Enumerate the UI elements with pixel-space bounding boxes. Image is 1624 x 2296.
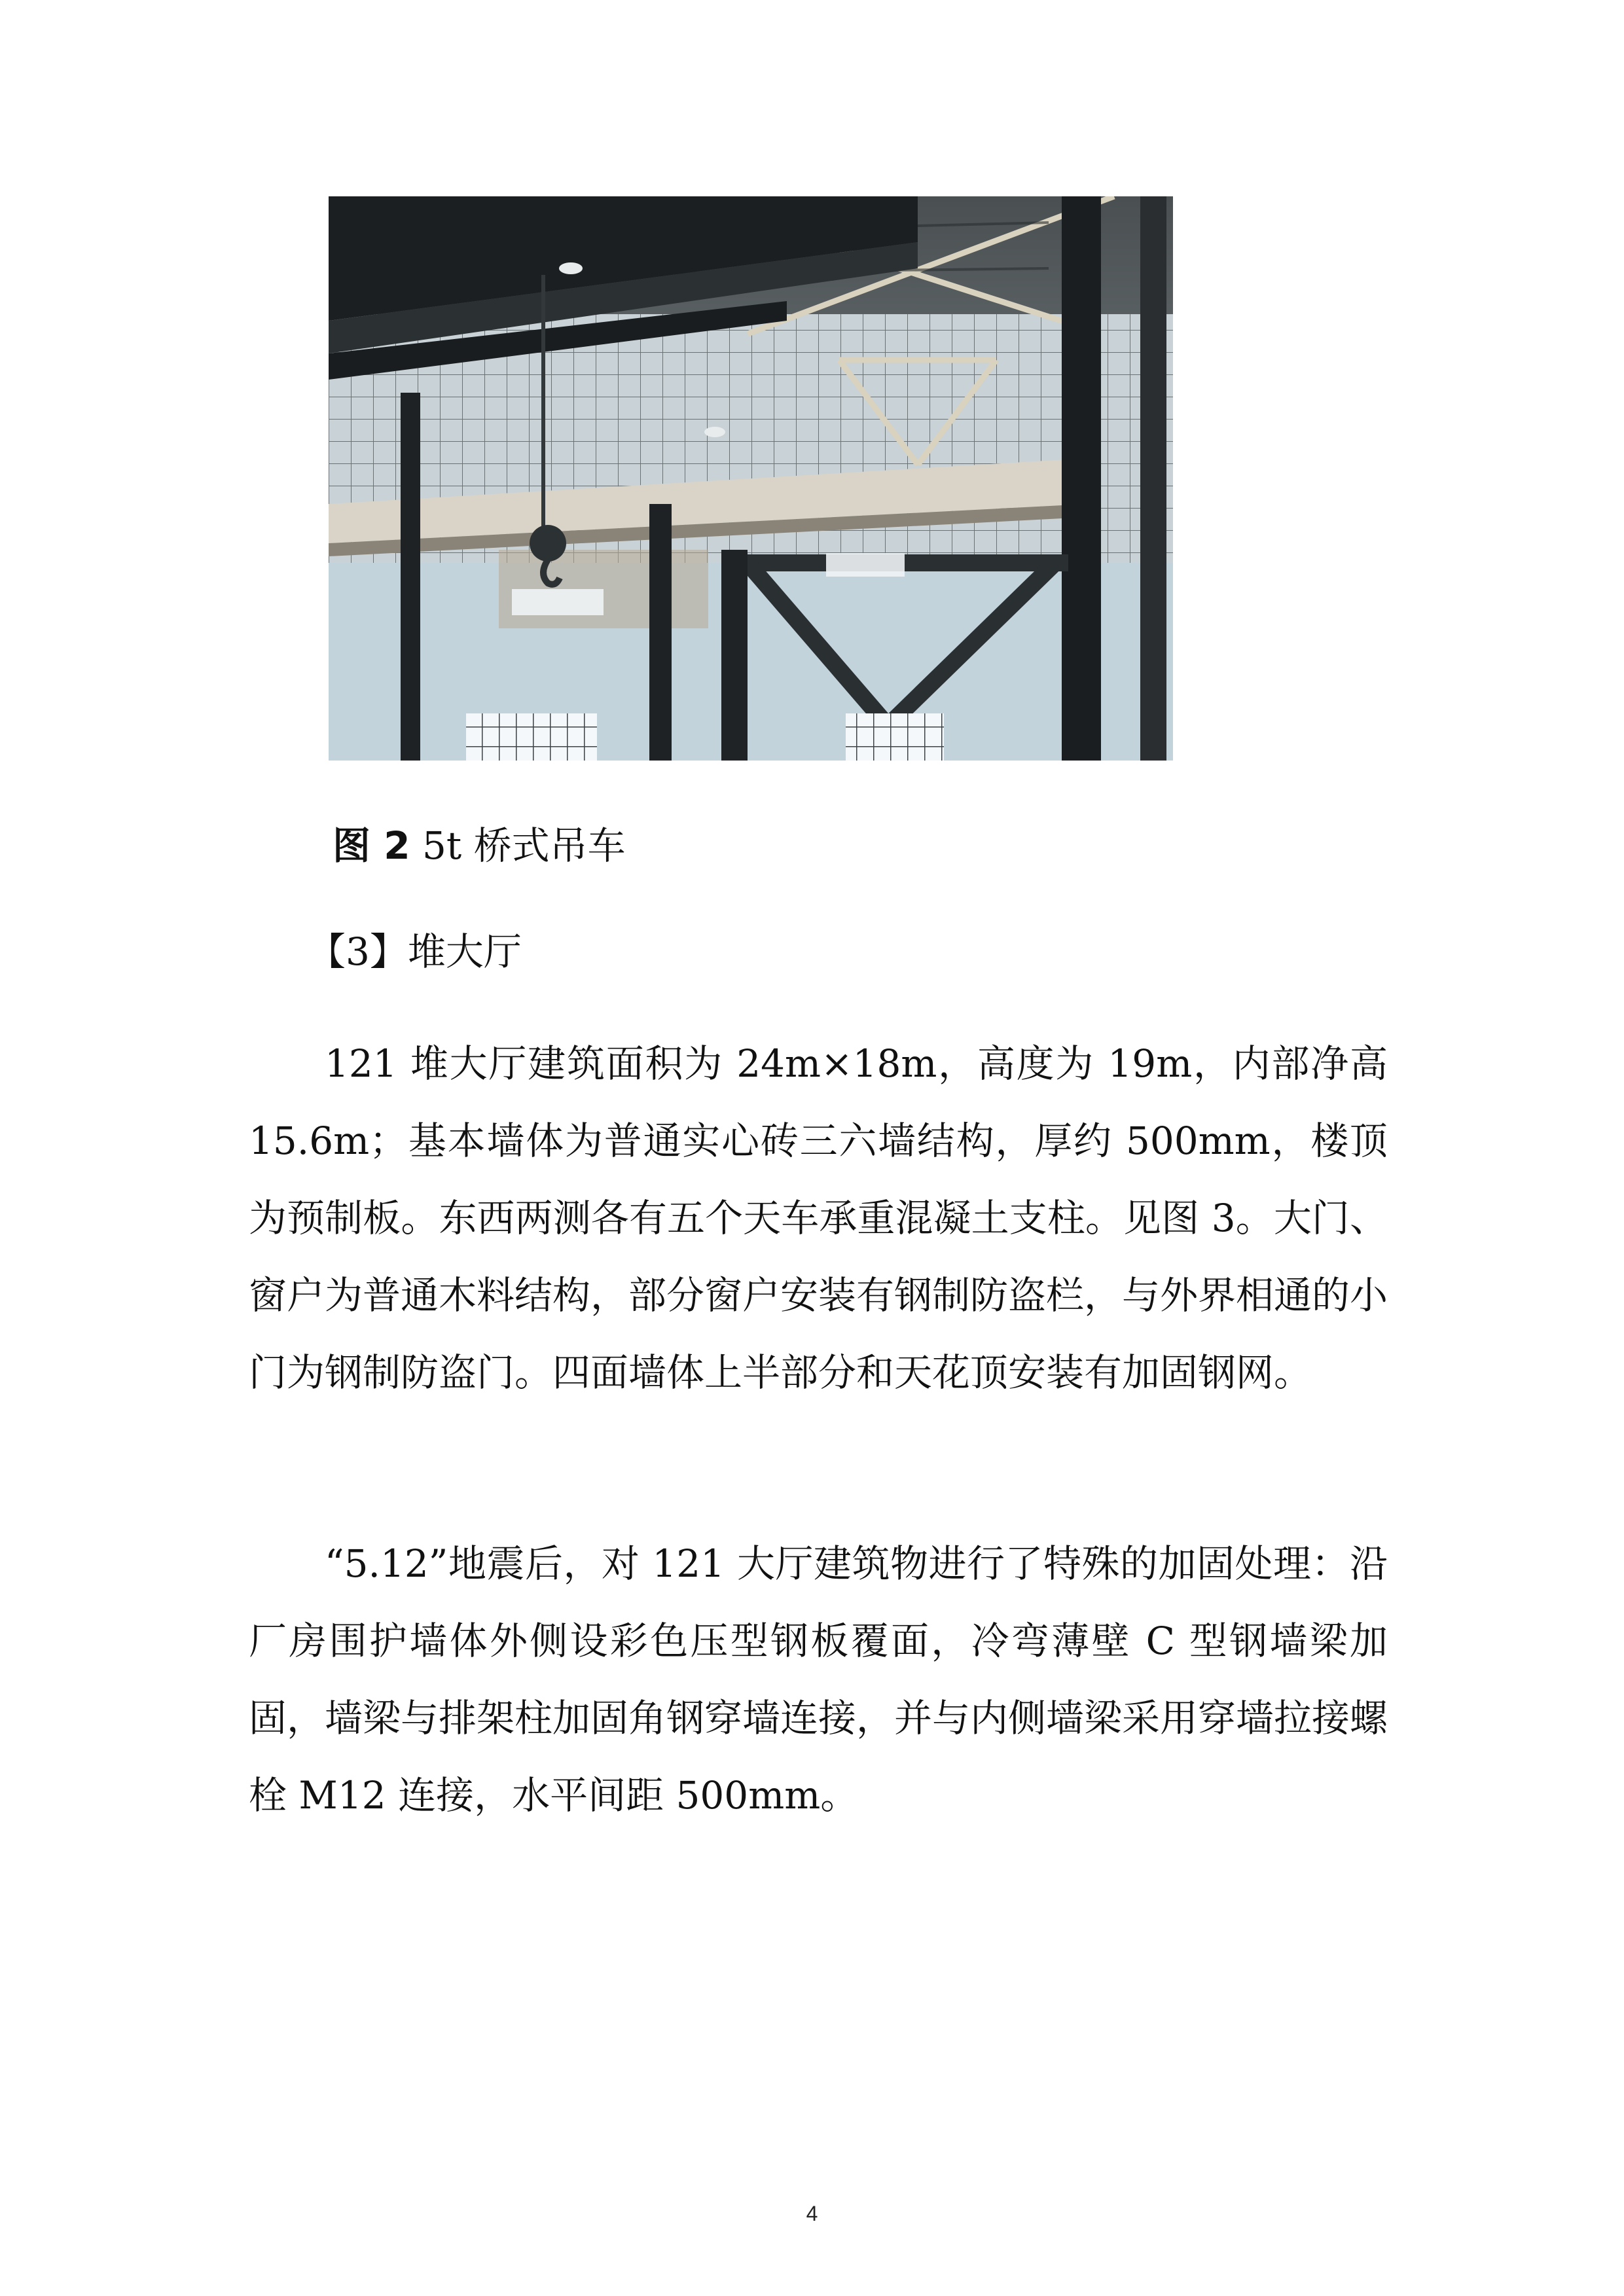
crane-photo-illustration [329,196,1173,761]
figure-label: 图 2 [333,823,410,868]
figure-caption [333,819,626,872]
paragraph: “5.12”地震后，对 121 大厅建筑物进行了特殊的加固处理：沿厂房围护墙体外侧设彩色压型钢板覆面，冷弯薄壁 C 型钢墙梁加固，墙梁与排架柱加固角钢穿墙连接，并与内侧墙梁采用穿墙拉接螺栓 M12 连接，水平间距 500mm。 [249,1541,1388,1818]
paragraph: 121 堆大厅建筑面积为 24m×18m，高度为 19m，内部净高 15.6m；基本墙体为普通实心砖三六墙结构，厚约 500mm，楼顶为预制板。东西两测各有五个天车承重混凝土支柱。见图 3。大门、窗户为普通木料结构，部分窗户安装有钢制防盗栏，与外界相通的小门为钢制防盗门。四面墙体上半部分和天花顶安装有加固钢网。 [249,1041,1388,1395]
crane-photo [329,196,1173,761]
section-heading: 【3】堆大厅 [308,929,522,974]
page-number: 4 [806,2202,818,2225]
figure-caption-text: 5t 桥式吊车 [422,823,626,868]
